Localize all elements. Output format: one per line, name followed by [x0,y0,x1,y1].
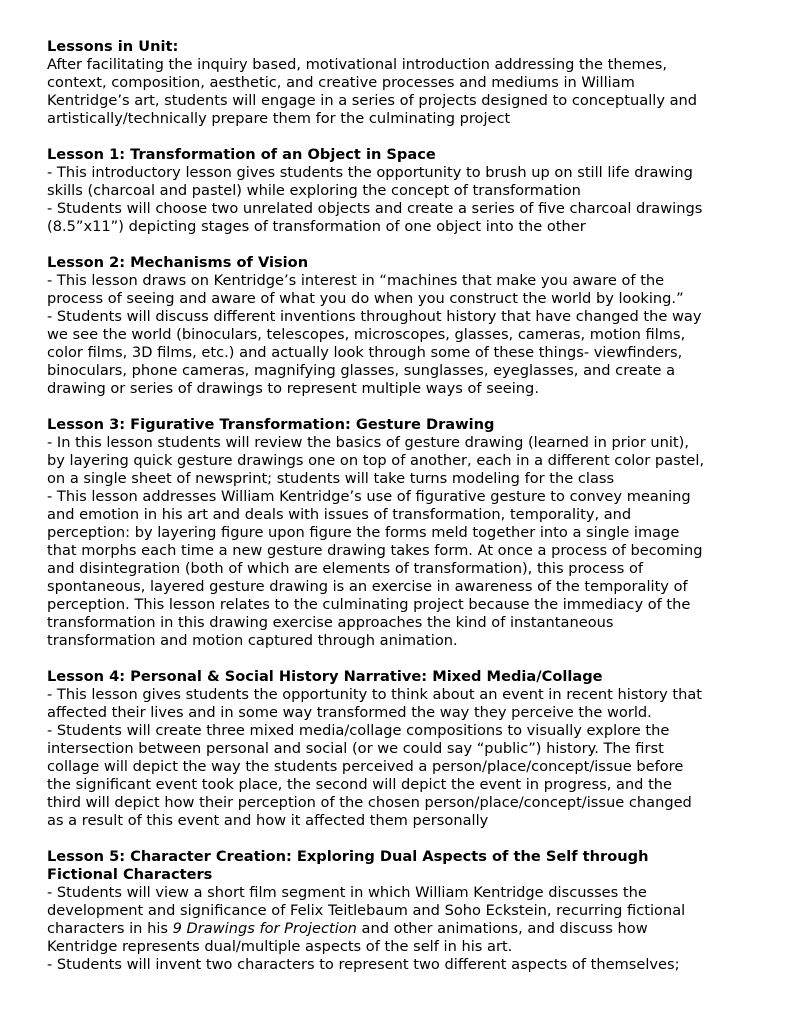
body-line: binoculars, phone cameras, magnifying glasses, sunglasses, eyeglasses, and create a [47,362,676,379]
body-line: intersection between personal and social (or we could say “public”) history. The first [47,740,664,757]
lesson-heading: Lesson 5: Character Creation: Exploring Dual Aspects of the Self through [47,848,649,865]
body-line: development and significance of Felix Teitlebaum and Soho Eckstein, recurring fictional [47,902,686,919]
body-line: by layering quick gesture drawings one on top of another, each in a different color pastel, [47,452,705,469]
body-line: as a result of this event and how it affected them personally [47,812,489,829]
body-line [47,920,767,938]
body-line: that morphs each time a new gesture drawing takes form. At once a process of becoming [47,542,703,559]
body-line: process of seeing and aware of what you do when you construct the world by looking.” [47,290,684,307]
body-line: - This introductory lesson gives students the opportunity to brush up on still life drawing [47,164,693,181]
body-line: drawing or series of drawings to represent multiple ways of seeing. [47,380,539,397]
body-line: - This lesson draws on Kentridge’s interest in “machines that make you aware of the [47,272,665,289]
body-line: perception: by layering figure upon figure the forms meld together into a single image [47,524,680,541]
body-line: - In this lesson students will review the basics of gesture drawing (learned in prior unit), [47,434,689,451]
body-line: - This lesson addresses William Kentridge’s use of figurative gesture to convey meaning [47,488,691,505]
lesson-5-section [47,848,767,974]
lesson-heading-continued: Fictional Characters [47,866,213,883]
body-line: perception. This lesson relates to the culminating project because the immediacy of the [47,596,691,613]
lesson-heading: Lesson 1: Transformation of an Object in Space [47,146,436,163]
body-line: - Students will discuss different inventions throughout history that have changed the way [47,308,702,325]
body-line: skills (charcoal and pastel) while exploring the concept of transformation [47,182,581,199]
lesson-4-section [47,668,767,830]
body-line: and emotion in his art and deals with issues of transformation, temporality, and [47,506,632,523]
artwork-title: 9 Drawings for Projection [172,920,357,937]
body-line: and disintegration (both of which are elements of transformation), this process of [47,560,644,577]
body-line: - Students will create three mixed media/collage compositions to visually explore the [47,722,670,739]
body-line: spontaneous, layered gesture drawing is an exercise in awareness of the temporality of [47,578,688,595]
body-line: - Students will view a short film segment in which William Kentridge discusses the [47,884,647,901]
body-text: characters in his [47,920,173,937]
document-page [47,38,767,974]
body-line: transformation and motion captured through animation. [47,632,458,649]
body-line: After facilitating the inquiry based, motivational introduction addressing the themes, [47,56,667,73]
lesson-heading: Lesson 2: Mechanisms of Vision [47,254,309,271]
lesson-heading: Lesson 4: Personal & Social History Narrative: Mixed Media/Collage [47,668,603,685]
body-line: artistically/technically prepare them for the culminating project [47,110,511,127]
body-line: color films, 3D films, etc.) and actually look through some of these things- viewfinders, [47,344,683,361]
body-line: affected their lives and in some way transformed the way they perceive the world. [47,704,652,721]
body-line: we see the world (binoculars, telescopes, microscopes, glasses, cameras, motion films, [47,326,686,343]
body-line: - Students will invent two characters to represent two different aspects of themselves; [47,956,680,973]
body-line: Kentridge’s art, students will engage in a series of projects designed to conceptually and [47,92,698,109]
intro-section [47,38,767,128]
body-line: - Students will choose two unrelated objects and create a series of five charcoal drawings [47,200,703,217]
lesson-2-section [47,254,767,398]
body-line: collage will depict the way the students perceived a person/place/concept/issue before [47,758,684,775]
lesson-3-section [47,416,767,650]
lesson-1-section [47,146,767,236]
lesson-heading: Lesson 3: Figurative Transformation: Gesture Drawing [47,416,495,433]
section-heading: Lessons in Unit: [47,38,179,55]
body-line: on a single sheet of newsprint; students will take turns modeling for the class [47,470,615,487]
body-line: transformation in this drawing exercise approaches the kind of instantaneous [47,614,614,631]
body-line: - This lesson gives students the opportunity to think about an event in recent history that [47,686,702,703]
body-line: (8.5”x11”) depicting stages of transformation of one object into the other [47,218,586,235]
body-line: third will depict how their perception of the chosen person/place/concept/issue changed [47,794,692,811]
body-line: Kentridge represents dual/multiple aspects of the self in his art. [47,938,513,955]
body-line: context, composition, aesthetic, and creative processes and mediums in William [47,74,635,91]
body-text: and other animations, and discuss how [356,920,648,937]
body-line: the significant event took place, the second will depict the event in progress, and the [47,776,673,793]
